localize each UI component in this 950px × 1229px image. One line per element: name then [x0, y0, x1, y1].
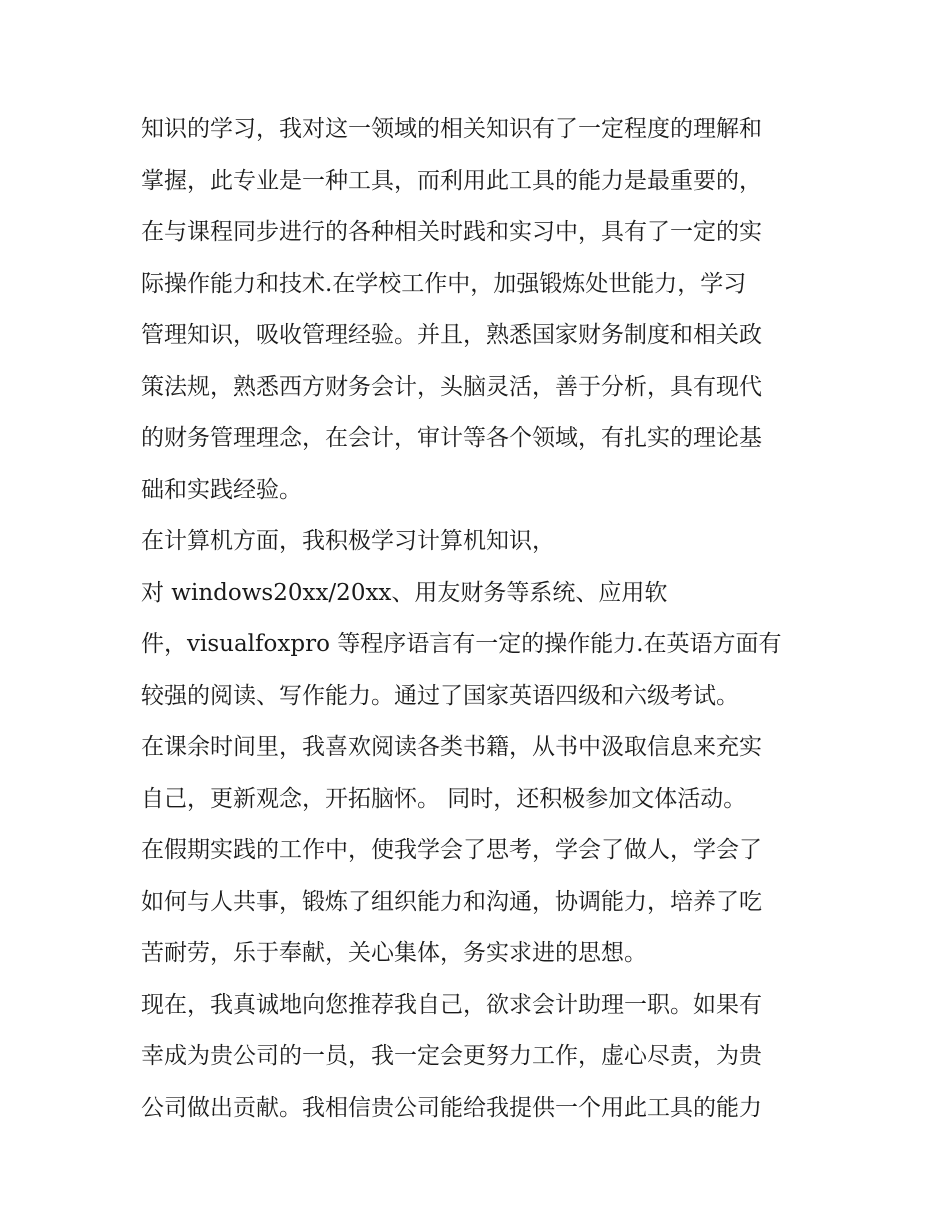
text-line: 在计算机方面，我积极学习计算机知识，	[141, 528, 555, 554]
text-line: 在假期实践的工作中，使我学会了思考，学会了做人，学会了	[141, 837, 762, 863]
text-line: 现在，我真诚地向您推荐我自己，欲求会计助理一职。如果有	[141, 991, 762, 1018]
text-line: 策法规，熟悉西方财务会计，头脑灵活，善于分析，具有现代	[141, 373, 762, 400]
text-line: 自己，更新观念，开拓脑怀。 同时，还积极参加文体活动。	[141, 785, 747, 812]
text-line: 幸成为贵公司的一员，我一定会更努力工作，虚心尽责，为贵	[141, 1043, 762, 1069]
text-line: 的财务管理理念，在会计，审计等各个领域，有扎实的理论基	[141, 425, 762, 451]
text-line: 苦耐劳，乐于奉献，关心集体，务实求进的思想。	[141, 940, 647, 966]
text-line: 如何与人共事，锻炼了组织能力和沟通，协调能力，培养了吃	[141, 888, 762, 915]
text-line: 较强的阅读、写作能力。通过了国家英语四级和六级考试。	[141, 682, 739, 709]
text-line: 在与课程同步进行的各种相关时践和实习中，具有了一定的实	[141, 219, 762, 245]
text-line: 管理知识，吸收管理经验。并且，熟悉国家财务制度和相关政	[141, 322, 762, 348]
text-line: 知识的学习，我对这一领域的相关知识有了一定程度的理解和	[141, 116, 762, 142]
text-line: 件，visualfoxpro 等程序语言有一定的操作能力.在英语方面有	[141, 631, 782, 657]
text-line: 公司做出贡献。我相信贵公司能给我提供一个用此工具的能力	[141, 1094, 762, 1121]
text-line: 在课余时间里，我喜欢阅读各类书籍，从书中汲取信息来充实	[141, 734, 762, 760]
text-line: 础和实践经验。	[141, 476, 302, 503]
text-line: 际操作能力和技术.在学校工作中，加强锻炼处世能力，学习	[141, 270, 747, 297]
text-line: 掌握，此专业是一种工具，而利用此工具的能力是最重要的，	[141, 167, 762, 194]
body-text	[141, 104, 821, 1134]
text-line: 对 windows20xx/20xx、用友财务等系统、应用软	[141, 579, 668, 606]
